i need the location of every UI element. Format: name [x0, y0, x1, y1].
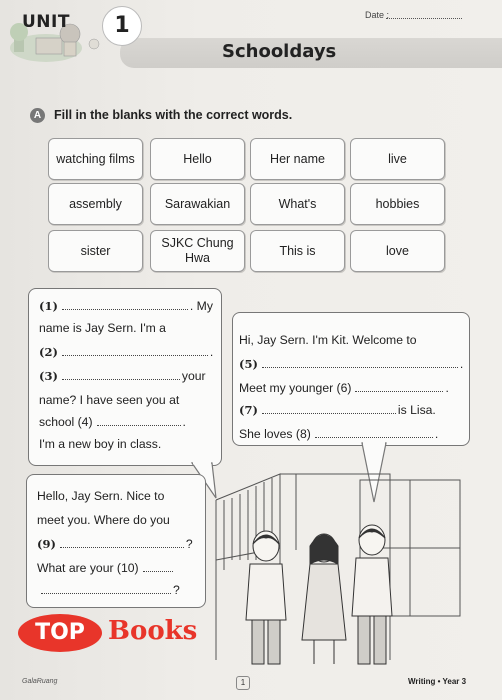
line-text: (9)	[37, 537, 56, 551]
bubble-line	[239, 427, 438, 441]
bubble-line	[39, 345, 213, 359]
line-text: .	[459, 357, 464, 371]
line-text: Hello, Jay Sern. Nice to	[37, 489, 165, 503]
line-text: Hi, Jay Sern. I'm Kit. Welcome to	[239, 333, 417, 347]
topbooks-watermark	[18, 614, 218, 654]
line-text: (5)	[239, 357, 258, 371]
watermark-books: Books	[108, 616, 198, 646]
word-box: hobbies	[350, 183, 445, 225]
publisher-logo: GalaRuang	[22, 678, 58, 685]
answer-blank[interactable]	[262, 413, 396, 414]
word-box: Her name	[250, 138, 345, 180]
line-text: She loves (8)	[239, 427, 311, 441]
instruction-text: Fill in the blanks with the correct words.	[54, 108, 293, 122]
unit-badge	[6, 4, 134, 64]
line-text: What are your (10)	[37, 561, 139, 575]
word-box: love	[350, 230, 445, 272]
answer-blank[interactable]	[62, 355, 208, 356]
answer-blank[interactable]	[41, 593, 171, 594]
word-box: live	[350, 138, 445, 180]
word-box: sister	[48, 230, 143, 272]
section-badge: A	[30, 108, 45, 123]
answer-blank[interactable]	[143, 571, 173, 572]
line-text: school (4)	[39, 415, 93, 429]
answer-blank[interactable]	[62, 309, 188, 310]
date-label: Date :	[365, 10, 390, 20]
watermark-top: TOP	[18, 614, 102, 652]
line-text: .	[209, 345, 214, 359]
word-box: watching films	[48, 138, 143, 180]
line-text: ?	[173, 583, 180, 597]
word-box: Sarawakian	[150, 183, 245, 225]
bubble-line	[239, 357, 463, 371]
page-number: 1	[236, 676, 250, 690]
word-box: This is	[250, 230, 345, 272]
line-text: .	[182, 415, 186, 429]
bubble-line	[39, 393, 179, 407]
date-field[interactable]	[386, 18, 462, 19]
word-box: SJKC Chung Hwa	[150, 230, 245, 272]
bubble-line	[239, 403, 436, 417]
series-label: Writing • Year 3	[408, 677, 467, 686]
bubble-line	[39, 321, 166, 335]
line-text: . My	[189, 299, 213, 313]
page-title: Schooldays	[222, 41, 337, 62]
answer-blank[interactable]	[97, 425, 181, 426]
speech-bubble-2	[232, 312, 470, 446]
line-text: Meet my younger (6)	[239, 381, 352, 395]
line-text: name? I have seen you at	[39, 393, 180, 407]
bubble-line	[39, 415, 186, 429]
bubble-line	[37, 489, 164, 503]
line-text: I'm a new boy in class.	[39, 437, 162, 451]
speech-bubble-1	[28, 288, 222, 466]
line-text: .	[445, 381, 449, 395]
bubble-line	[37, 583, 180, 597]
bubble-line	[39, 437, 161, 451]
bubble-line	[37, 513, 170, 527]
bubble-line	[39, 369, 206, 383]
line-text: (2)	[39, 345, 58, 359]
speech-bubble-3	[26, 474, 206, 608]
word-box: What's	[250, 183, 345, 225]
line-text: name is Jay Sern. I'm a	[39, 321, 166, 335]
line-text: (1)	[39, 299, 58, 313]
bubble-line	[239, 333, 417, 347]
word-box: Hello	[150, 138, 245, 180]
bubble-line	[37, 537, 193, 551]
line-text: (3)	[39, 369, 58, 383]
line-text: .	[434, 427, 439, 441]
unit-number: 1	[102, 6, 142, 46]
answer-blank[interactable]	[315, 437, 433, 438]
answer-blank[interactable]	[262, 367, 458, 368]
unit-label: UNIT	[22, 12, 70, 32]
answer-blank[interactable]	[62, 379, 180, 380]
line-text: ?	[185, 537, 193, 551]
answer-blank[interactable]	[355, 391, 443, 392]
word-box: assembly	[48, 183, 143, 225]
line-text: meet you. Where do you	[37, 513, 170, 527]
line-text: is Lisa.	[397, 403, 436, 417]
line-text: (7)	[239, 403, 258, 417]
bubble-line	[39, 299, 213, 313]
classroom-illustration	[210, 460, 472, 668]
bubble-line	[37, 561, 175, 575]
line-text: your	[181, 369, 206, 383]
answer-blank[interactable]	[60, 547, 184, 548]
bubble-line	[239, 381, 449, 395]
